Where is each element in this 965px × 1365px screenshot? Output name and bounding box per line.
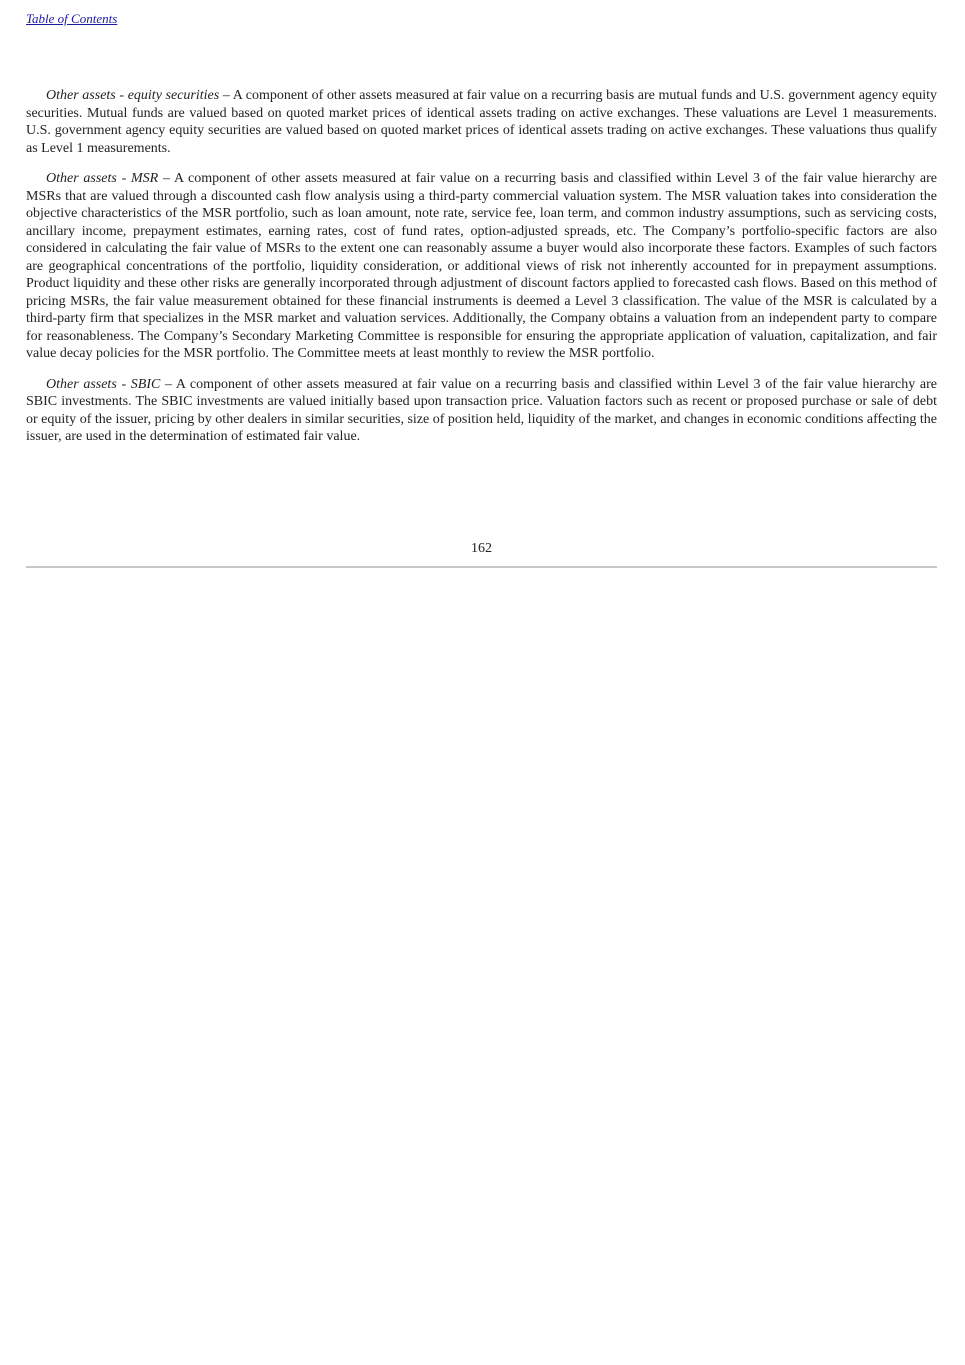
document-body	[26, 87, 937, 459]
term-separator: –	[219, 88, 233, 103]
paragraph-msr	[26, 170, 937, 363]
paragraph-body: A component of other assets measured at fair value on a recurring basis are mutual funds and U.S. government agency equity securities. Mutual funds are valued based on quoted market prices of identical assets trading on active exchanges. These valuations are Level 1 measurements. U.S. government agency equity securities are valued based on quoted market prices of identical assets trading on active exchanges. These valuations thus qualify as Level 1 measurements.	[26, 88, 937, 156]
paragraph-term: Other assets - SBIC	[46, 376, 161, 392]
paragraph-term: Other assets - equity securities	[46, 88, 220, 103]
paragraph-equity-securities	[26, 87, 937, 157]
paragraph-term: Other assets - MSR	[46, 171, 159, 186]
table-of-contents-link[interactable]: Table of Contents	[26, 11, 118, 26]
term-separator: –	[158, 171, 174, 186]
term-separator: –	[160, 376, 176, 392]
page-number: 162	[471, 541, 492, 556]
paragraph-body: A component of other assets measured at fair value on a recurring basis and classified within Level 3 of the fair value hierarchy are MSRs that are valued through a discounted cash flow analysis using a third-party commercial valuation system. The MSR valuation takes into consideration the objective characteristics of the MSR portfolio, such as loan amount, note rate, service fee, loan term, and common industry assumptions, such as servicing costs, ancillary income, prepayment estimates, earning rates, cost of fund rates, option-adjusted spreads, etc. The Company’s portfolio-specific factors are also considered in calculating the fair value of MSRs to the extent one can reasonably assume a buyer would also incorporate these factors. Examples of such factors are geographical concentrations of the portfolio, liquidity consideration, or additional views of risk not inherently accounted for in prepayment assumptions. Product liquidity and these other risks are generally incorporated through adjustment of discount factors applied to forecasted cash flows. Based on this method of pricing MSRs, the fair value measurement obtained for these financial instruments is deemed a Level 3 classification. The value of the MSR is calculated by a third-party firm that specializes in the MSR market and valuation services. Additionally, the Company obtains a valuation from an independent party to compare for reasonableness. The Company’s Secondary Marketing Committee is responsible for ensuring the appropriate application of valuation, capitalization, and fair value decay policies for the MSR portfolio. The Committee meets at least monthly to review the MSR portfolio.	[26, 171, 937, 361]
footer-divider	[26, 566, 937, 568]
paragraph-sbic	[26, 376, 937, 446]
paragraph-body: A component of other assets measured at fair value on a recurring basis and classified within Level 3 of the fair value hierarchy are SBIC investments. The SBIC investments are valued initially based upon transaction price. Valuation factors such as recent or proposed purchase or sale of debt or equity of the issuer, pricing by other dealers in similar securities, size of position held, liquidity of the market, and changes in economic conditions affecting the issuer, are used in the determination of estimated fair value.	[26, 376, 937, 444]
